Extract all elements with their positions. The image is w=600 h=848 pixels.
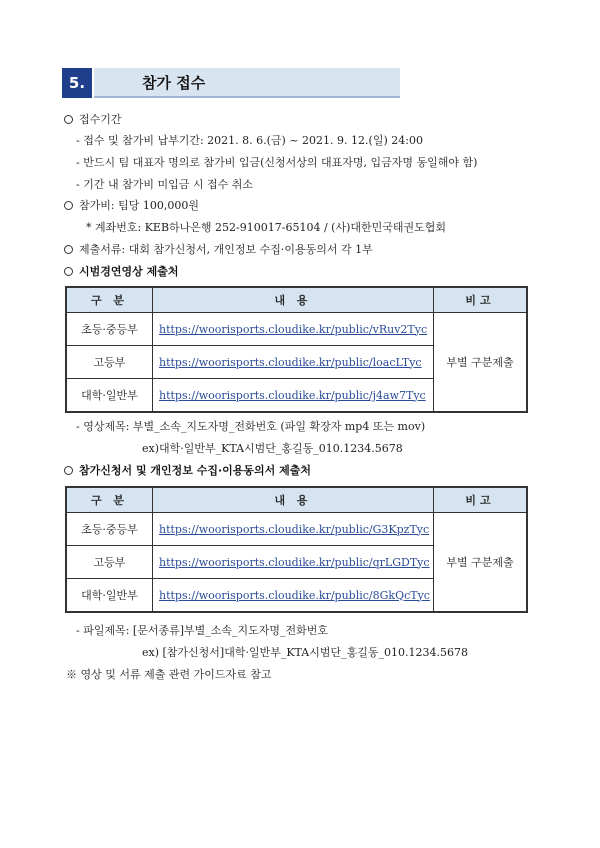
col-note-header: 비고	[434, 487, 528, 513]
col-content-header: 내 용	[153, 287, 434, 313]
row-category: 대학·일반부	[66, 379, 153, 413]
row-category: 고등부	[66, 546, 153, 579]
file-title-example: ex) [참가신청서]대학·일반부_KTA시범단_홍길동_010.1234.5678	[142, 646, 468, 659]
upload-link[interactable]: https://woorisports.cloudike.kr/public/G3KpzTyc	[153, 513, 434, 546]
file-title-rule: - 파일제목: [문서종류]부별_소속_지도자명_전화번호	[76, 624, 329, 637]
application-table	[65, 486, 528, 613]
col-category-header: 구 분	[66, 487, 153, 513]
col-note-header: 비고	[434, 287, 528, 313]
row-category: 초등·중등부	[66, 513, 153, 546]
section-number: 5.	[62, 68, 92, 98]
application-heading: 참가신청서 및 개인정보 수집·이용동의서 제출처	[64, 462, 311, 478]
section-title: 참가 접수	[142, 74, 206, 92]
row-note: 부별 구분제출	[434, 513, 528, 613]
fee-account: * 계좌번호: KEB하나은행 252-910017-65104 / (사)대한민국태권도협회	[86, 221, 446, 234]
col-category-header: 구 분	[66, 287, 153, 313]
section-header	[62, 68, 400, 98]
upload-link[interactable]: https://woorisports.cloudike.kr/public/j4aw7Tyc	[153, 379, 434, 413]
fee-line: 참가비: 팀당 100,000원	[64, 197, 199, 213]
reception-payer-rule: - 반드시 팀 대표자 명의로 참가비 입금(신청서상의 대표자명, 입금자명 동일해야 함)	[76, 156, 478, 169]
upload-link[interactable]: https://woorisports.cloudike.kr/public/vRuv2Tyc	[153, 313, 434, 346]
circle-bullet-icon	[64, 201, 73, 210]
video-title-example: ex)대학·일반부_KTA시범단_홍길동_010.1234.5678	[142, 442, 403, 455]
circle-bullet-icon	[64, 245, 73, 254]
video-table	[65, 286, 528, 413]
row-category: 초등·중등부	[66, 313, 153, 346]
upload-link[interactable]: https://woorisports.cloudike.kr/public/qrLGDTyc	[153, 546, 434, 579]
reception-period: - 접수 및 참가비 납부기간: 2021. 8. 6.(금) ~ 2021. 9. 12.(일) 24:00	[76, 134, 423, 147]
reception-cancel-rule: - 기간 내 참가비 미입금 시 접수 취소	[76, 178, 253, 191]
circle-bullet-icon	[64, 267, 73, 276]
reception-heading: 접수기간	[64, 111, 122, 127]
circle-bullet-icon	[64, 466, 73, 475]
upload-link[interactable]: https://woorisports.cloudike.kr/public/8GkQcTyc	[153, 579, 434, 613]
col-content-header: 내 용	[153, 487, 434, 513]
upload-link[interactable]: https://woorisports.cloudike.kr/public/loacLTyc	[153, 346, 434, 379]
section-title-bar	[94, 68, 400, 98]
documents-line: 제출서류: 대회 참가신청서, 개인정보 수집·이용동의서 각 1부	[64, 241, 373, 257]
video-title-rule: - 영상제목: 부별_소속_지도자명_전화번호 (파일 확장자 mp4 또는 mov)	[76, 420, 426, 433]
video-heading: 시범경연영상 제출처	[64, 263, 178, 279]
footer-note: ※ 영상 및 서류 제출 관련 가이드자료 참고	[66, 668, 272, 681]
circle-bullet-icon	[64, 115, 73, 124]
row-note: 부별 구분제출	[434, 313, 528, 413]
row-category: 대학·일반부	[66, 579, 153, 613]
row-category: 고등부	[66, 346, 153, 379]
